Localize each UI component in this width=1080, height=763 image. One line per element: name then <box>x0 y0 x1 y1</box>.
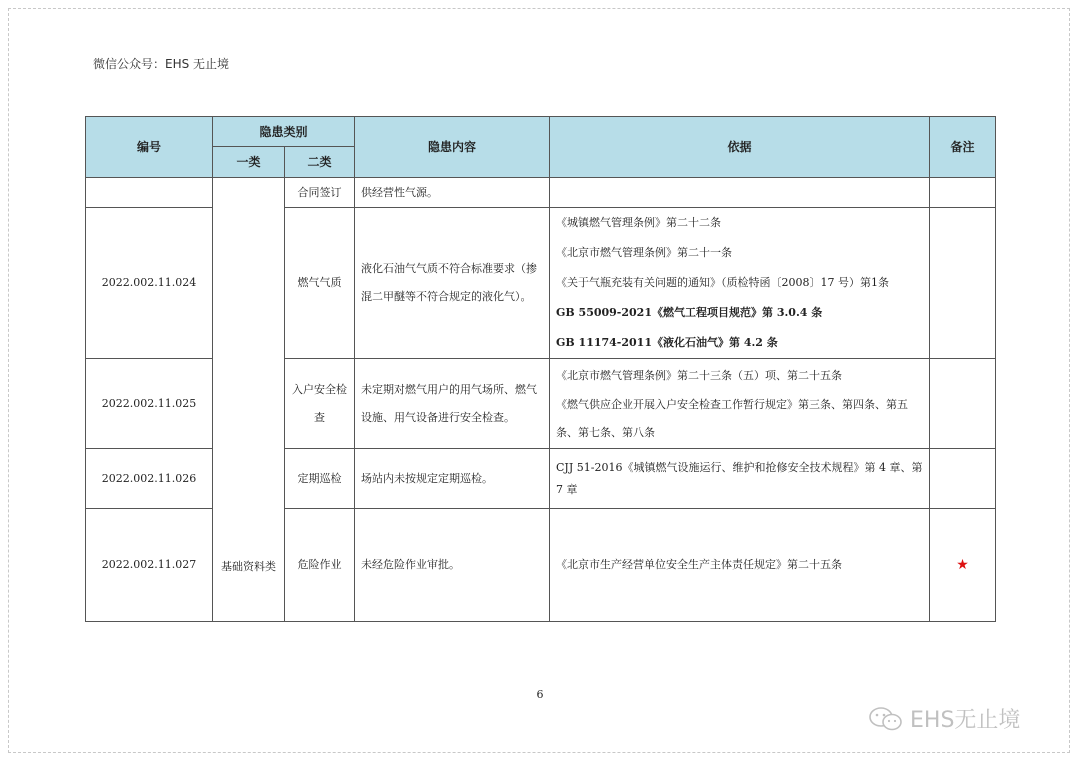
header-remark: 备注 <box>930 117 996 178</box>
row-basis <box>550 208 930 359</box>
row-id: 2022.002.11.025 <box>86 359 213 449</box>
row-cat2: 合同签订 <box>285 178 355 208</box>
watermark <box>868 703 1020 734</box>
row-cat2: 危险作业 <box>285 509 355 622</box>
row-remark <box>930 178 996 208</box>
basis-line: 《关于气瓶充装有关问题的通知》（质检特函〔2008〕17 号）第1条 <box>556 276 889 289</box>
star-icon: ★ <box>930 509 996 622</box>
basis-line: GB 55009-2021《燃气工程项目规范》第 3.0.4 条 <box>556 306 823 319</box>
basis-line: 《北京市燃气管理条例》第二十一条 <box>556 246 733 259</box>
row-basis <box>550 359 930 449</box>
header-cat1: 一类 <box>213 147 285 178</box>
row-cat2: 定期巡检 <box>285 449 355 509</box>
row-basis <box>550 178 930 208</box>
basis-line: 《北京市燃气管理条例》第二十三条（五）项、第二十五条 <box>556 368 843 382</box>
row-remark <box>930 449 996 509</box>
basis-line: 《城镇燃气管理条例》第二十二条 <box>556 216 722 229</box>
row-content: 未定期对燃气用户的用气场所、燃气设施、用气设备进行安全检查。 <box>355 359 550 449</box>
row-cat2: 入户安全检查 <box>285 359 355 449</box>
header-category: 隐患类别 <box>213 117 355 147</box>
header-cat2: 二类 <box>285 147 355 178</box>
header-id: 编号 <box>86 117 213 178</box>
row-remark <box>930 208 996 359</box>
row-content: 场站内未按规定定期巡检。 <box>355 449 550 509</box>
hazard-table <box>85 116 996 622</box>
row-id: 2022.002.11.026 <box>86 449 213 509</box>
basis-line: CJJ 51-2016《城镇燃气设施运行、维护和抢修安全技术规程》第 4 章、第 7 章 <box>556 460 923 496</box>
watermark-text: EHS无止境 <box>910 708 1021 733</box>
row-id: 2022.002.11.024 <box>86 208 213 359</box>
row-basis <box>550 509 930 622</box>
row-content: 供经营性气源。 <box>355 178 550 208</box>
row-content: 未经危险作业审批。 <box>355 509 550 622</box>
wechat-icon <box>868 706 904 732</box>
header-text: 微信公众号：EHS 无止境 <box>93 57 230 71</box>
page-number: 6 <box>536 688 544 701</box>
cat1-cell: 基础资料类 <box>213 178 285 622</box>
table-row <box>86 178 996 208</box>
row-id: 2022.002.11.027 <box>86 509 213 622</box>
row-cat2: 燃气气质 <box>285 208 355 359</box>
basis-line: 《北京市生产经营单位安全生产主体责任规定》第二十五条 <box>556 558 843 571</box>
header-content: 隐患内容 <box>355 117 550 178</box>
row-basis <box>550 449 930 509</box>
basis-line: 《燃气供应企业开展入户安全检查工作暂行规定》第三条、第四条、第五条、第七条、第八条 <box>556 397 909 439</box>
row-remark <box>930 359 996 449</box>
row-content: 液化石油气气质不符合标准要求（掺混二甲醚等不符合规定的液化气）。 <box>355 208 550 359</box>
row-id <box>86 178 213 208</box>
header-basis: 依据 <box>550 117 930 178</box>
basis-line: GB 11174-2011《液化石油气》第 4.2 条 <box>556 336 778 349</box>
